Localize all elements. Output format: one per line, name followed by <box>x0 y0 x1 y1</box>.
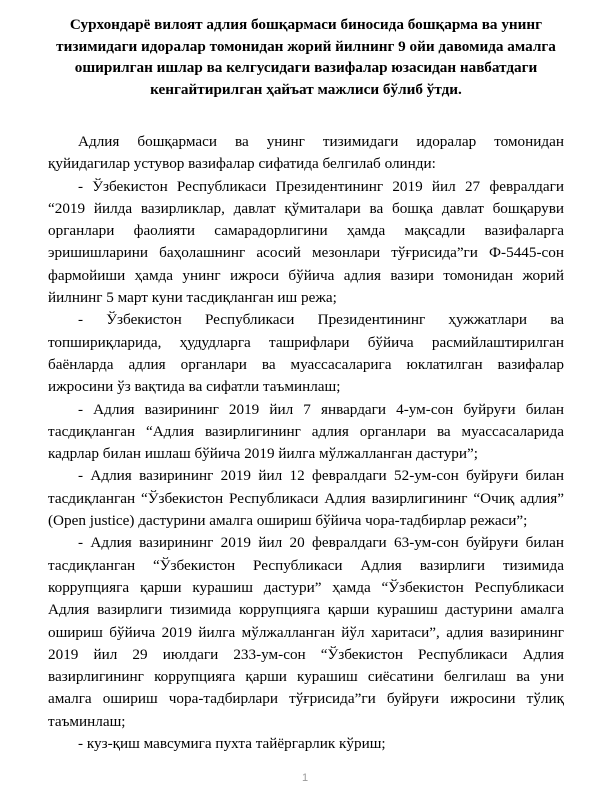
paragraph-item-5: - Адлия вазирининг 2019 йил 20 февралдаги 63-ум-сон буйруғи билан тасдиқланган “Ўзбекистон Республикаси Адлия вазирлиги тизимида коррупцияга қарши курашиш дастури” ҳамда “Ўзбекистон Республикаси Адлия вазирлиги тизимида коррупцияга қарши курашиш дастурини амалга ошириш бўйича 2019 йилга мўлжалланган йўл харитаси”, адлия вазирининг 2019 йил 29 июлдаги 233-ум-сон “Ўзбекистон Республикаси Адлия вазирлигининг коррупцияга қарши курашиш сиёсатини белгилаш ва уни амалга ошириш чора-тадбирлари тўғрисида”ги буйруғи ижросини тўлиқ таъминлаш; <box>48 534 564 730</box>
paragraph-item-1: - Ўзбекистон Республикаси Президентининг 2019 йил 27 февралдаги “2019 йилда вазирликлар, давлат қўмиталари ва бошқа давлат бошқаруви органлари фаолияти самарадорлигини ҳамда мақсадли вазифаларга эришишларини баҳолашнинг асосий мезонлари тўғрисида”ги Ф-5445-сон фармойиши ҳамда унинг ижроси бўйича адлия вазири томонидан жорий йилнинг 5 март куни тасдиқланган иш режа; <box>48 177 564 307</box>
document-body <box>48 131 564 755</box>
page-number: 1 <box>301 772 309 784</box>
paragraph-item-6: - куз-қиш мавсумига пухта тайёргарлик кўриш; <box>78 735 386 753</box>
paragraph-item-3: - Адлия вазирининг 2019 йил 7 январдаги 4-ум-сон буйруғи билан тасдиқланган “Адлия вазирлигининг адлия органлари ва муассасаларида кадрлар билан ишлаш бўйича 2019 йилга мўлжалланган дастури”; <box>48 400 564 463</box>
paragraph-intro: Адлия бошқармаси ва унинг тизимидаги идоралар томонидан қуйидагилар устувор вазифалар сифатида белгилаб олинди: <box>48 133 564 173</box>
paragraph-item-2: - Ўзбекистон Республикаси Президентининг ҳужжатлари ва топшириқларида, ҳудудларга ташрифлари бўйича расмийлаштирилган баёнларда адлия органлари ва муассасаларига юклатилган вазифалар ижросини ўз вақтида ва сифатли таъминлаш; <box>48 311 564 396</box>
paragraph-item-4: - Адлия вазирининг 2019 йил 12 февралдаги 52-ум-сон буйруғи билан тасдиқланган “Ўзбекистон Республикаси Адлия вазирлигининг “Очиқ адлия” (Open justice) дастурини амалга ошириш бўйича чора-тадбирлар режаси”; <box>48 467 564 530</box>
document-title: Сурхондарё вилоят адлия бошқармаси биносида бошқарма ва унинг тизимидаги идоралар томонидан жорий йилнинг 9 ойи давомида амалга оширилган ишлар ва келгусидаги вазифалар юзасидан навбатдаги кенгайтирилган ҳайъат мажлиси бўлиб ўтди. <box>56 16 556 98</box>
